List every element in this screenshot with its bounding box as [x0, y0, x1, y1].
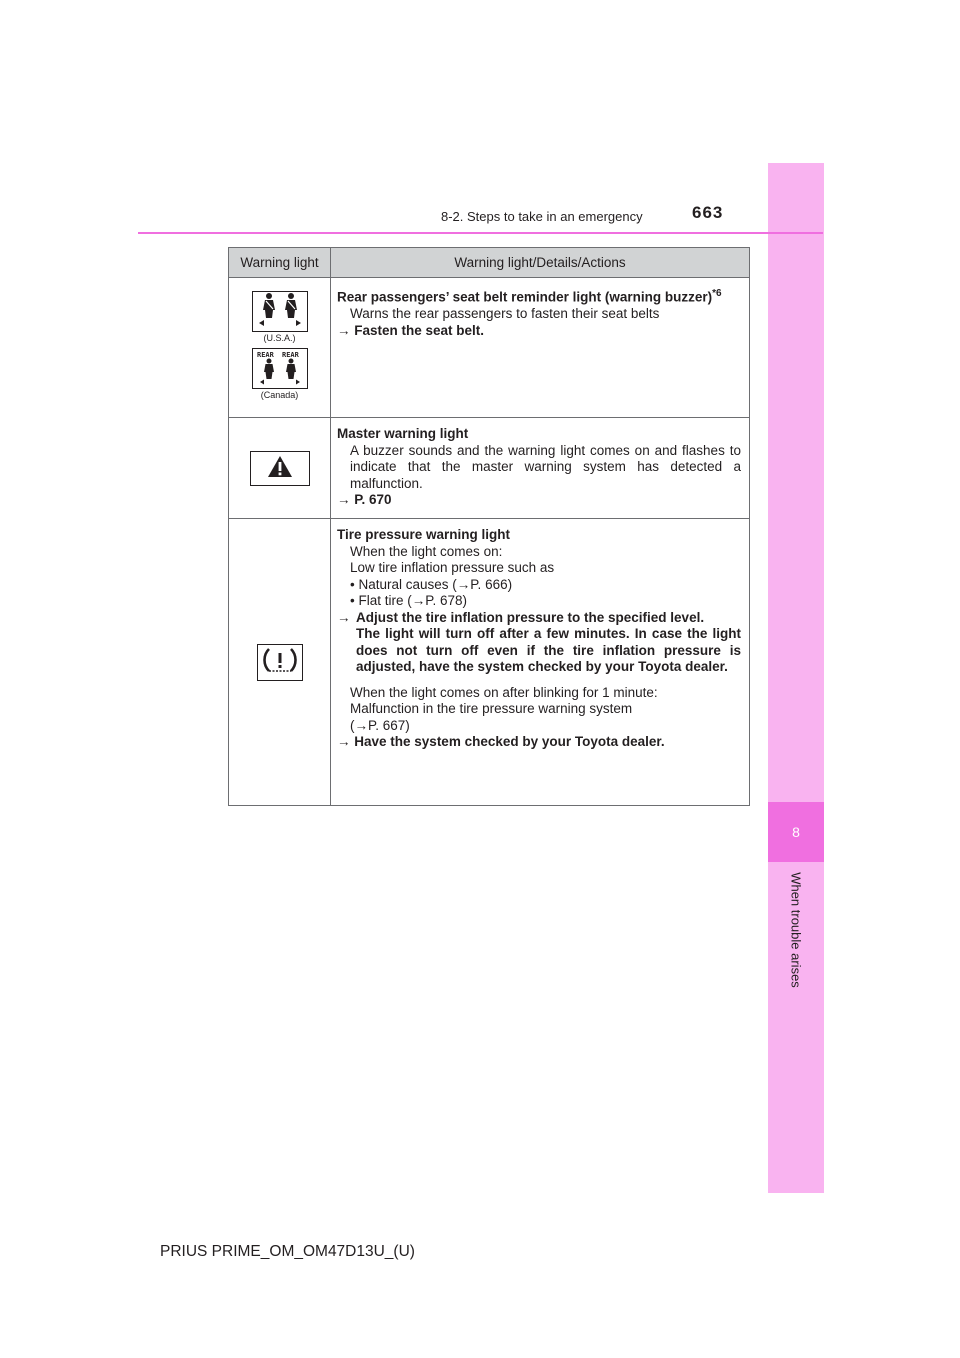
- tire-pressure-icon: [257, 644, 303, 681]
- seatbelt-reminder-rear-icon: [252, 348, 308, 389]
- arrow-icon: →: [337, 492, 351, 507]
- icon-caption-canada: (Canada): [260, 389, 299, 400]
- page-reference-link[interactable]: P. 666): [470, 576, 513, 592]
- row-line: Malfunction in the tire pressure warning system: [350, 701, 633, 716]
- bullet-item: • Natural causes (→P. 666): [350, 576, 513, 592]
- row-action: [337, 492, 741, 509]
- icon-cell: [229, 519, 331, 806]
- arrow-icon: →: [354, 717, 368, 733]
- document-id: PRIUS PRIME_OM_OM47D13U_(U): [160, 1243, 415, 1260]
- page-reference-link[interactable]: P. 667): [368, 717, 410, 733]
- icon-cell: [229, 278, 331, 418]
- warning-light-table: [228, 247, 750, 806]
- icon-caption-usa: (U.S.A.): [263, 332, 296, 343]
- row-line: When the light comes on:: [350, 543, 503, 559]
- details-cell: [331, 278, 750, 418]
- icon-cell: [229, 418, 331, 519]
- table-row: [229, 278, 750, 418]
- details-cell: [331, 418, 750, 519]
- page-reference-link[interactable]: P. 670: [354, 492, 392, 507]
- table-row: [229, 418, 750, 519]
- bullet-item: • Flat tire (→P. 678): [350, 593, 468, 608]
- table-row: [229, 519, 750, 806]
- seatbelt-reminder-icon: [252, 291, 308, 332]
- chapter-number: 8: [768, 802, 824, 862]
- row-detail: Warns the rear passengers to fasten their seat belts: [350, 306, 660, 321]
- arrow-icon: →: [337, 734, 351, 749]
- row-action: → Adjust the tire inflation pressure to the specified level.: [337, 609, 705, 625]
- row-line: When the light comes on after blinking for 1 minute:: [350, 684, 658, 700]
- column-header-warning-light: Warning light: [229, 248, 331, 278]
- arrow-icon: →: [337, 322, 351, 338]
- chapter-side-tab: [768, 163, 824, 1193]
- rear-label-left: REAR: [256, 350, 274, 359]
- row-detail: A buzzer sounds and the warning light comes on and flashes to indicate that the master warning system has detected a malfunction.: [350, 442, 741, 491]
- row-line: Low tire inflation pressure such as: [350, 560, 555, 575]
- table-header-row: [229, 248, 750, 278]
- master-warning-icon: [250, 451, 310, 486]
- row-line: (→P. 667): [350, 717, 410, 733]
- page-reference-link[interactable]: P. 678): [425, 593, 468, 608]
- arrow-icon: →: [411, 593, 426, 608]
- arrow-icon: →: [456, 576, 471, 592]
- arrow-icon: →: [337, 609, 351, 625]
- details-cell: [331, 519, 750, 806]
- header-rule: [138, 232, 823, 234]
- chapter-title: When trouble arises: [788, 872, 804, 988]
- section-title: 8-2. Steps to take in an emergency: [441, 209, 643, 224]
- row-action-note: The light will turn off after a few minutes. In case the light does not turn off even if the tire inflation pressure is adjusted, have the system checked by your Toyota dealer.: [356, 626, 741, 674]
- row-action: → Have the system checked by your Toyota dealer.: [337, 734, 665, 749]
- page-number: 663: [692, 203, 724, 222]
- row-title: Rear passengers’ seat belt reminder light (warning buzzer)$^{*6}$: [337, 288, 722, 305]
- row-title: Master warning light: [337, 426, 469, 441]
- rear-label-right: REAR: [281, 350, 299, 359]
- row-title: Tire pressure warning light: [337, 527, 511, 542]
- row-action: → Fasten the seat belt.: [337, 322, 485, 338]
- column-header-details: Warning light/Details/Actions: [331, 248, 750, 278]
